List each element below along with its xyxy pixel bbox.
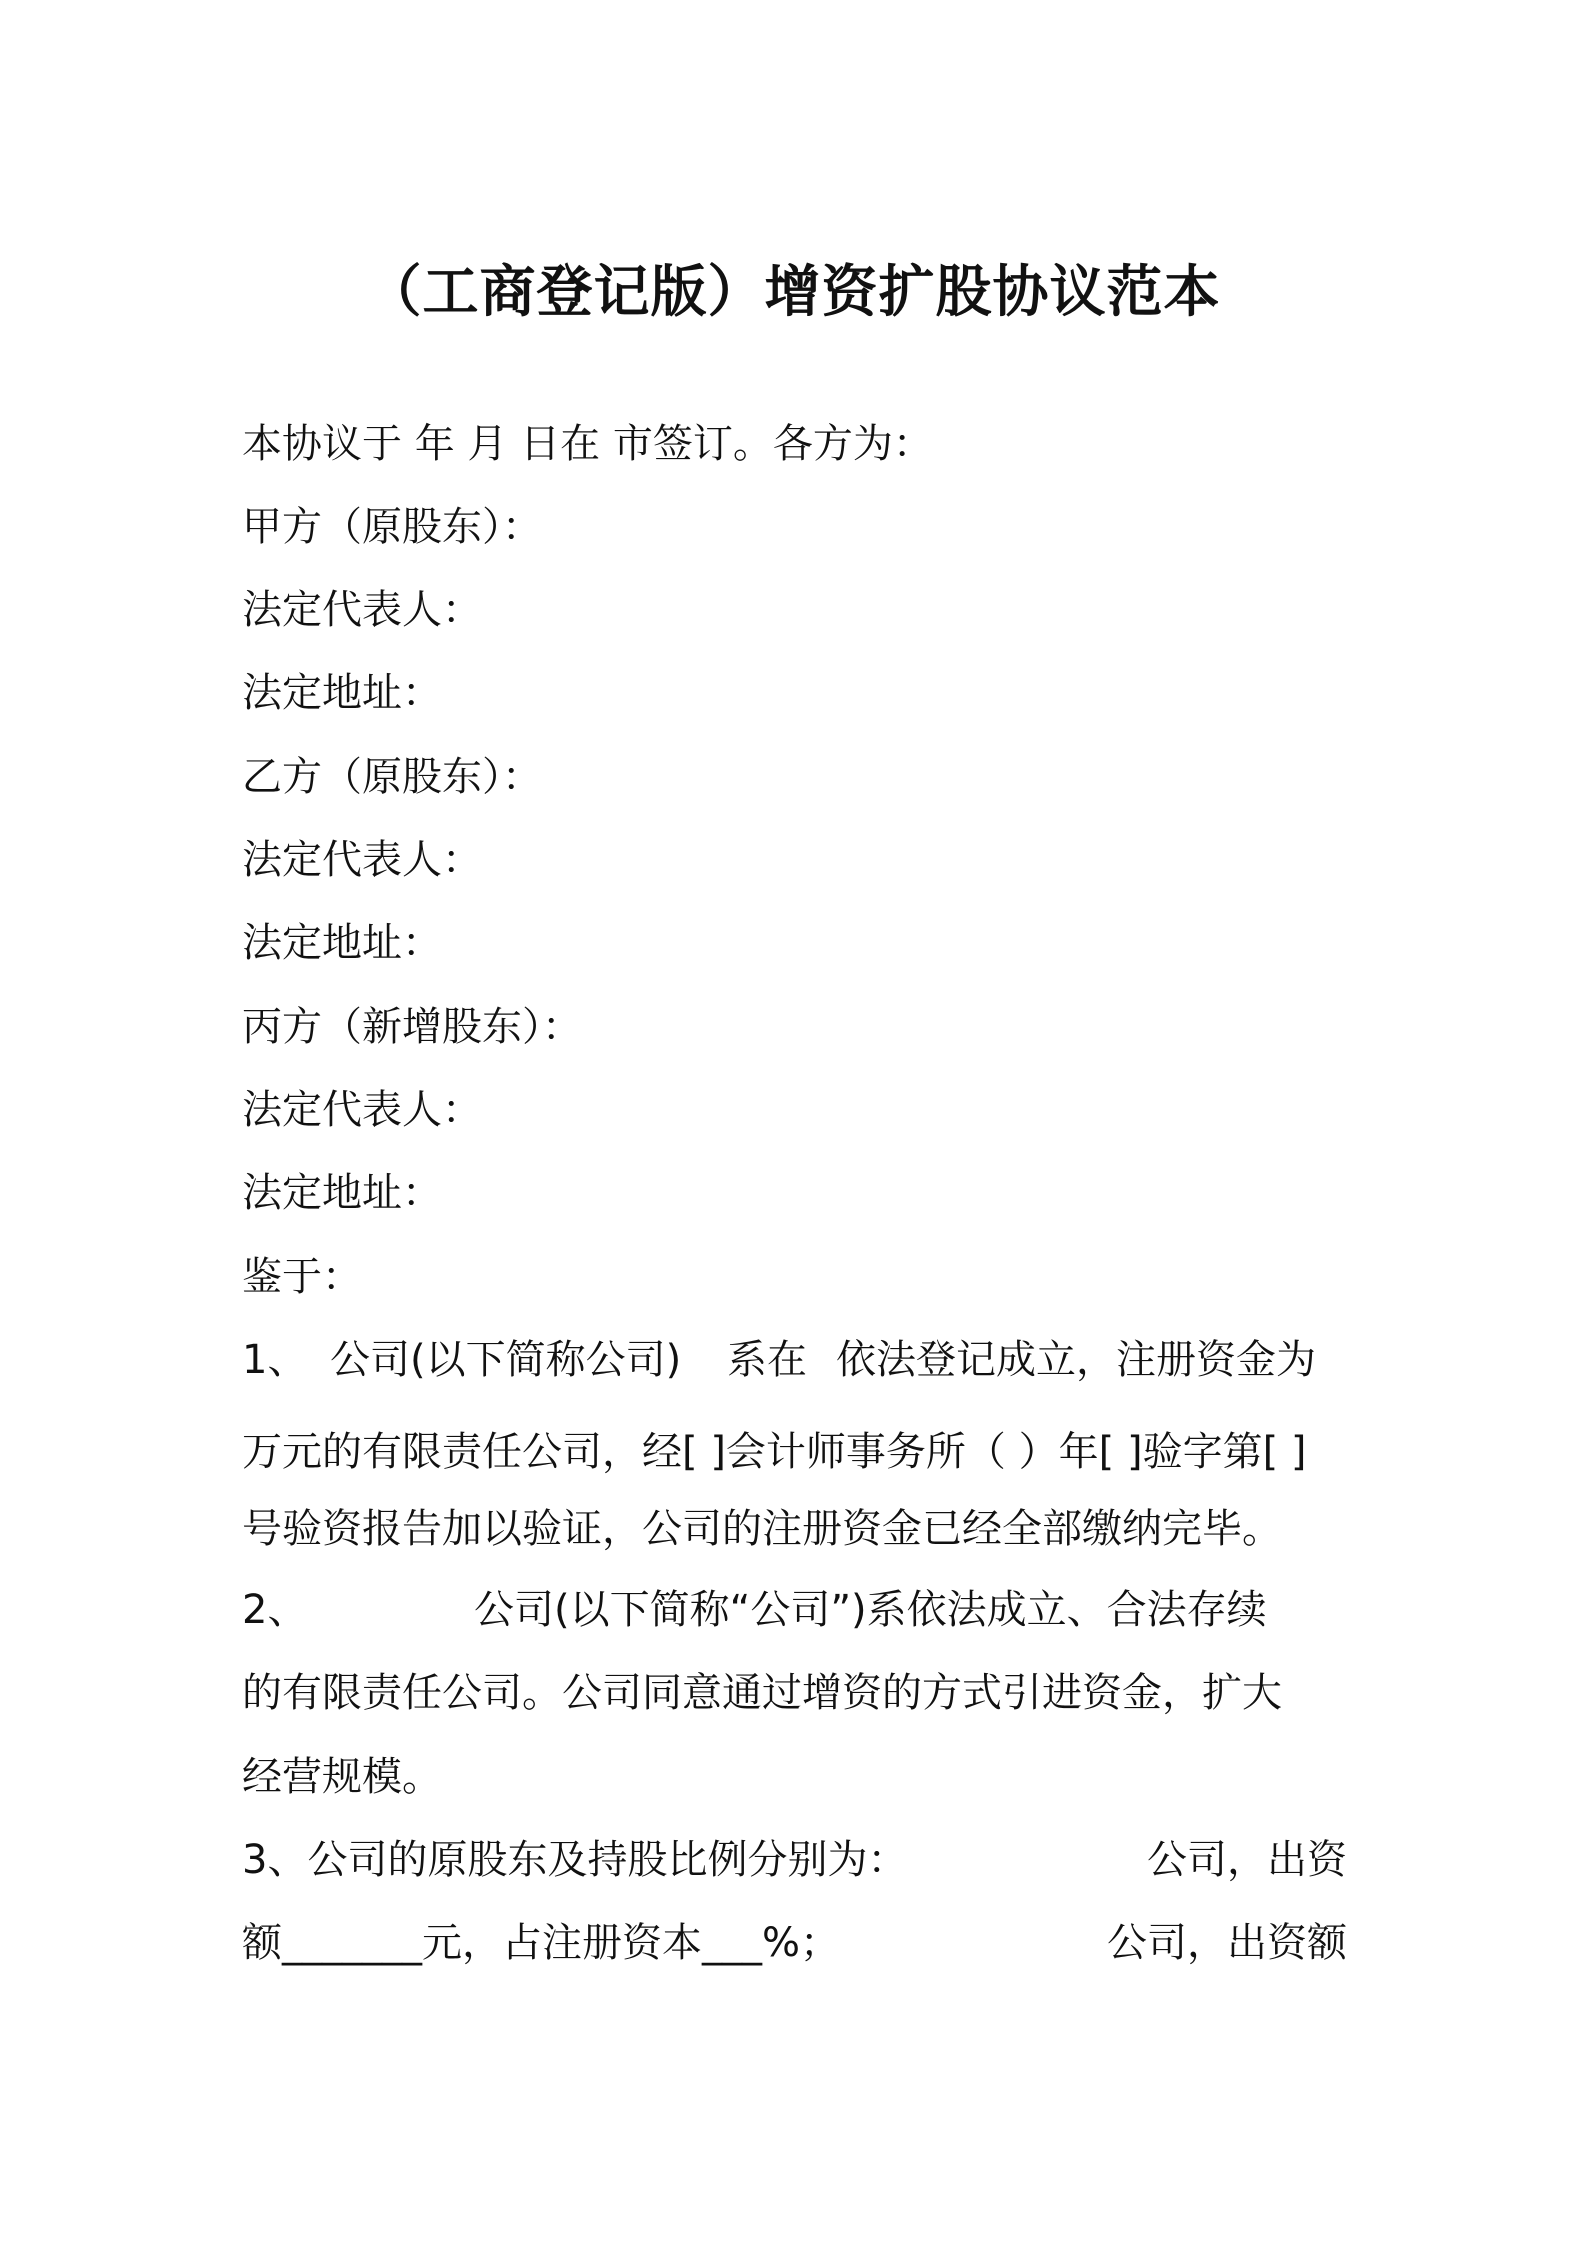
item-3-line-1 — [242, 1834, 1347, 1886]
party-b-representative: 法定代表人： — [242, 837, 482, 883]
party-c-representative: 法定代表人： — [242, 1087, 482, 1133]
party-a-label: 甲方（原股东）： — [242, 504, 542, 550]
party-c-label: 丙方（新增股东）： — [242, 1004, 582, 1050]
item-2-line-3: 经营规模。 — [242, 1754, 442, 1800]
item-3-text-a: 3、公司的原股东及持股比例分别为： — [242, 1837, 908, 1883]
item-1-number: 1、 — [242, 1337, 308, 1383]
party-a-representative: 法定代表人： — [242, 587, 482, 633]
document-title: （工商登记版）增资扩股协议范本 — [365, 260, 1221, 325]
item-3-line-2 — [242, 1917, 1347, 1969]
item-3-line-2-text-a: 额_______元，占注册资本___%； — [242, 1920, 841, 1966]
item-3-line-2-text-b: 公司，出资额 — [1107, 1920, 1347, 1966]
item-2-number: 2、 — [242, 1587, 308, 1633]
party-a-address: 法定地址： — [242, 670, 442, 716]
item-2-line-2: 的有限责任公司。公司同意通过增资的方式引进资金，扩大 — [242, 1670, 1282, 1716]
item-1-text-a: 公司(以下简称公司) — [330, 1337, 682, 1383]
item-1-text-c: 依法登记成立，注册资金为 — [836, 1337, 1316, 1383]
whereas-heading: 鉴于： — [242, 1254, 362, 1300]
item-1-line-3: 号验资报告加以验证，公司的注册资金已经全部缴纳完毕。 — [242, 1506, 1282, 1552]
item-1-line-2: 万元的有限责任公司，经[ ]会计师事务所（ ）年[ ]验字第[ ] — [242, 1429, 1307, 1475]
party-b-label: 乙方（原股东）： — [242, 754, 542, 800]
intro-line: 本协议于 年 月 日在 市签订。各方为： — [242, 421, 933, 467]
party-c-address: 法定地址： — [242, 1170, 442, 1216]
party-b-address: 法定地址： — [242, 920, 442, 966]
item-3-text-b: 公司，出资 — [1147, 1837, 1347, 1883]
item-2-text-a: 公司(以下简称“公司”)系依法成立、合法存续 — [474, 1587, 1267, 1633]
item-1-text-b: 系在 — [727, 1337, 807, 1383]
